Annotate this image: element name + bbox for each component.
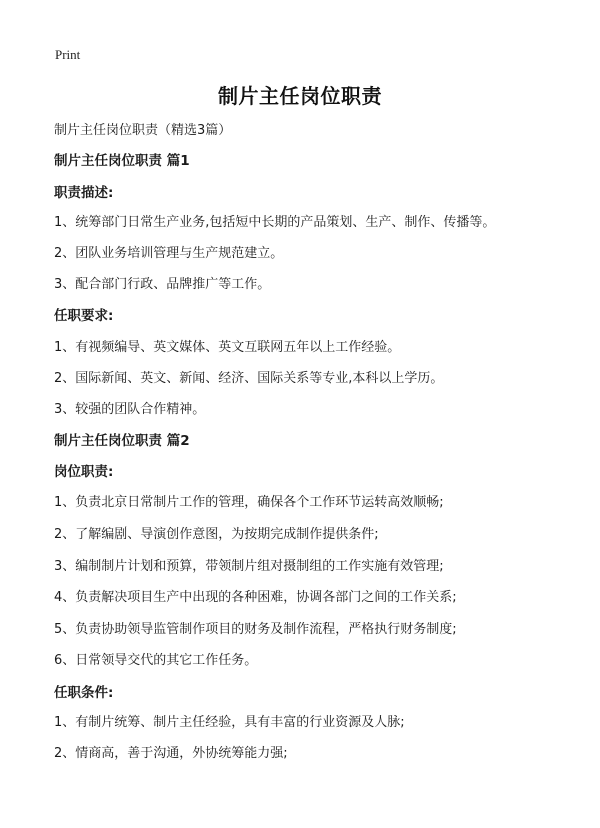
list-item: 6、日常领导交代的其它工作任务。 [54, 653, 258, 668]
subheading-job-duties: 岗位职责: [54, 464, 114, 480]
list-item: 5、负责协助领导监管制作项目的财务及制作流程，严格执行财务制度; [54, 622, 457, 637]
list-item: 3、较强的团队合作精神。 [54, 402, 206, 417]
list-item: 2、了解编剧、导演创作意图，为按期完成制作提供条件; [54, 527, 379, 542]
list-item: 2、国际新闻、英文、新闻、经济、国际关系等专业,本科以上学历。 [54, 371, 444, 386]
document-subtitle: 制片主任岗位职责（精选3篇） [54, 123, 232, 138]
section-heading-part2: 制片主任岗位职责 篇2 [54, 433, 190, 449]
list-item: 4、负责解决项目生产中出现的各种困难，协调各部门之间的工作关系; [54, 590, 457, 605]
list-item: 2、情商高，善于沟通，外协统筹能力强; [54, 746, 288, 761]
list-item: 1、统筹部门日常生产业务,包括短中长期的产品策划、生产、制作、传播等。 [54, 215, 496, 230]
list-item: 2、团队业务培训管理与生产规范建立。 [54, 246, 284, 261]
section-heading-part1: 制片主任岗位职责 篇1 [54, 153, 190, 169]
list-item: 1、有制片统筹、制片主任经验，具有丰富的行业资源及人脉; [54, 715, 405, 730]
subheading-qualifications: 任职条件: [54, 685, 114, 701]
subheading-requirements: 任职要求: [54, 308, 114, 324]
subheading-duty-description: 职责描述: [54, 185, 114, 201]
list-item: 1、有视频编导、英文媒体、英文互联网五年以上工作经验。 [54, 340, 401, 355]
list-item: 3、编制制片计划和预算，带领制片组对摄制组的工作实施有效管理; [54, 559, 444, 574]
list-item: 3、配合部门行政、品牌推广等工作。 [54, 277, 271, 292]
list-item: 1、负责北京日常制片工作的管理，确保各个工作环节运转高效顺畅; [54, 495, 444, 510]
page-title: 制片主任岗位职责 [218, 84, 382, 108]
print-label: Print [55, 47, 81, 62]
